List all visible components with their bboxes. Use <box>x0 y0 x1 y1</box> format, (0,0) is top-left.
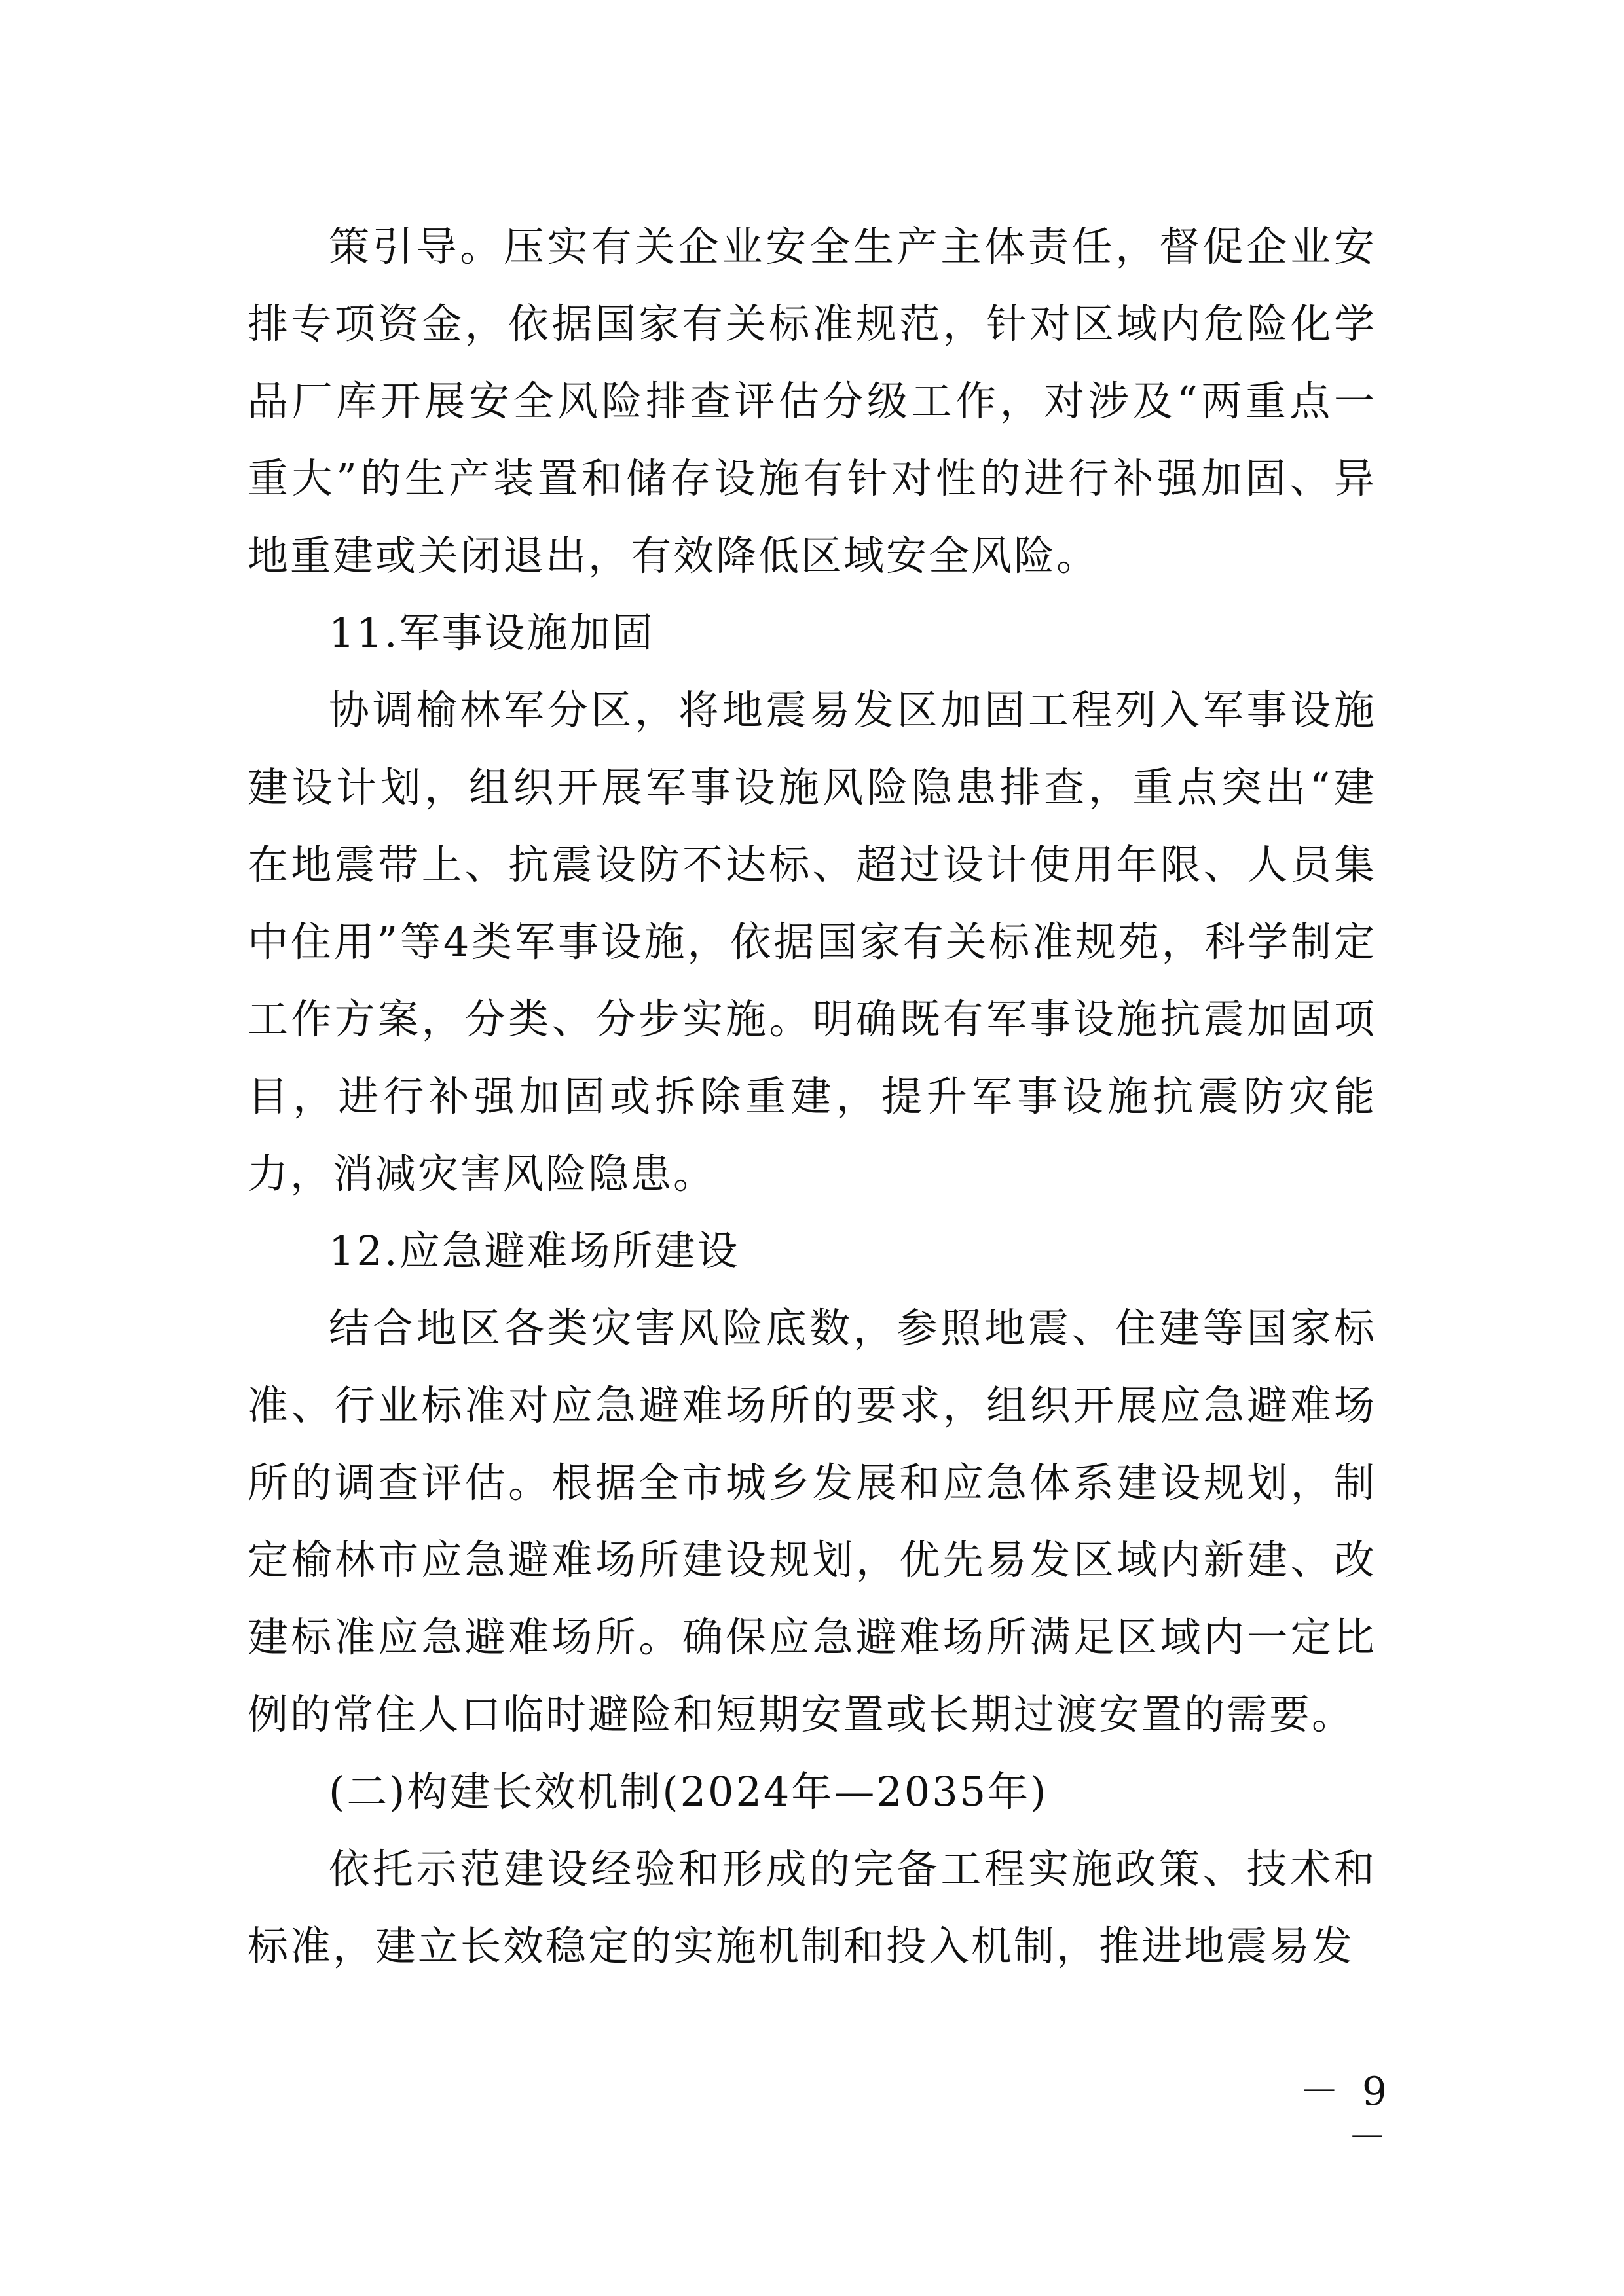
paragraph-chemical-safety: 策引导。压实有关企业安全生产主体责任，督促企业安排专项资金，依据国家有关标准规范，针对区域内危险化学品厂库开展安全风险排查评估分级工作，对涉及“两重点一重大”的生产装置和储存设施有针对性的进行补强加固、异地重建或关闭退出，有效降低区域安全风险。 <box>248 223 1376 579</box>
heading-emergency-shelters: 12.应急避难场所建设 <box>329 1227 740 1275</box>
page-number: － 9 － <box>1299 2069 1392 2160</box>
document-body <box>248 208 1376 1985</box>
paragraph-military-facilities: 协调榆林军分区，将地震易发区加固工程列入军事设施建设计划，组织开展军事设施风险隐患排查，重点突出“建在地震带上、抗震设防不达标、超过设计使用年限、人员集中住用”等4类军事设施，依据国家有关标准规苑，科学制定工作方案，分类、分步实施。明确既有军事设施抗震加固项目，进行补强加固或拆除重建，提升军事设施抗震防灾能力，消减灾害风险隐患。 <box>248 686 1376 1197</box>
paragraph-long-term-mechanism: 依托示范建设经验和形成的完备工程实施政策、技术和标准，建立长效稳定的实施机制和投入机制，推进地震易发 <box>248 1845 1376 1970</box>
paragraph-emergency-shelters: 结合地区各类灾害风险底数，参照地震、住建等国家标准、行业标准对应急避难场所的要求，组织开展应急避难场所的调查评估。根据全市城乡发展和应急体系建设规划，制定榆林市应急避难场所建设规划，优先易发区域内新建、改建标准应急避难场所。确保应急避难场所满足区域内一定比例的常住人口临时避险和短期安置或长期过渡安置的需要。 <box>248 1304 1376 1738</box>
heading-long-term-mechanism: (二)构建长效机制(2024年—2035年) <box>329 1768 1048 1815</box>
heading-military-facilities: 11.军事设施加固 <box>329 609 655 657</box>
